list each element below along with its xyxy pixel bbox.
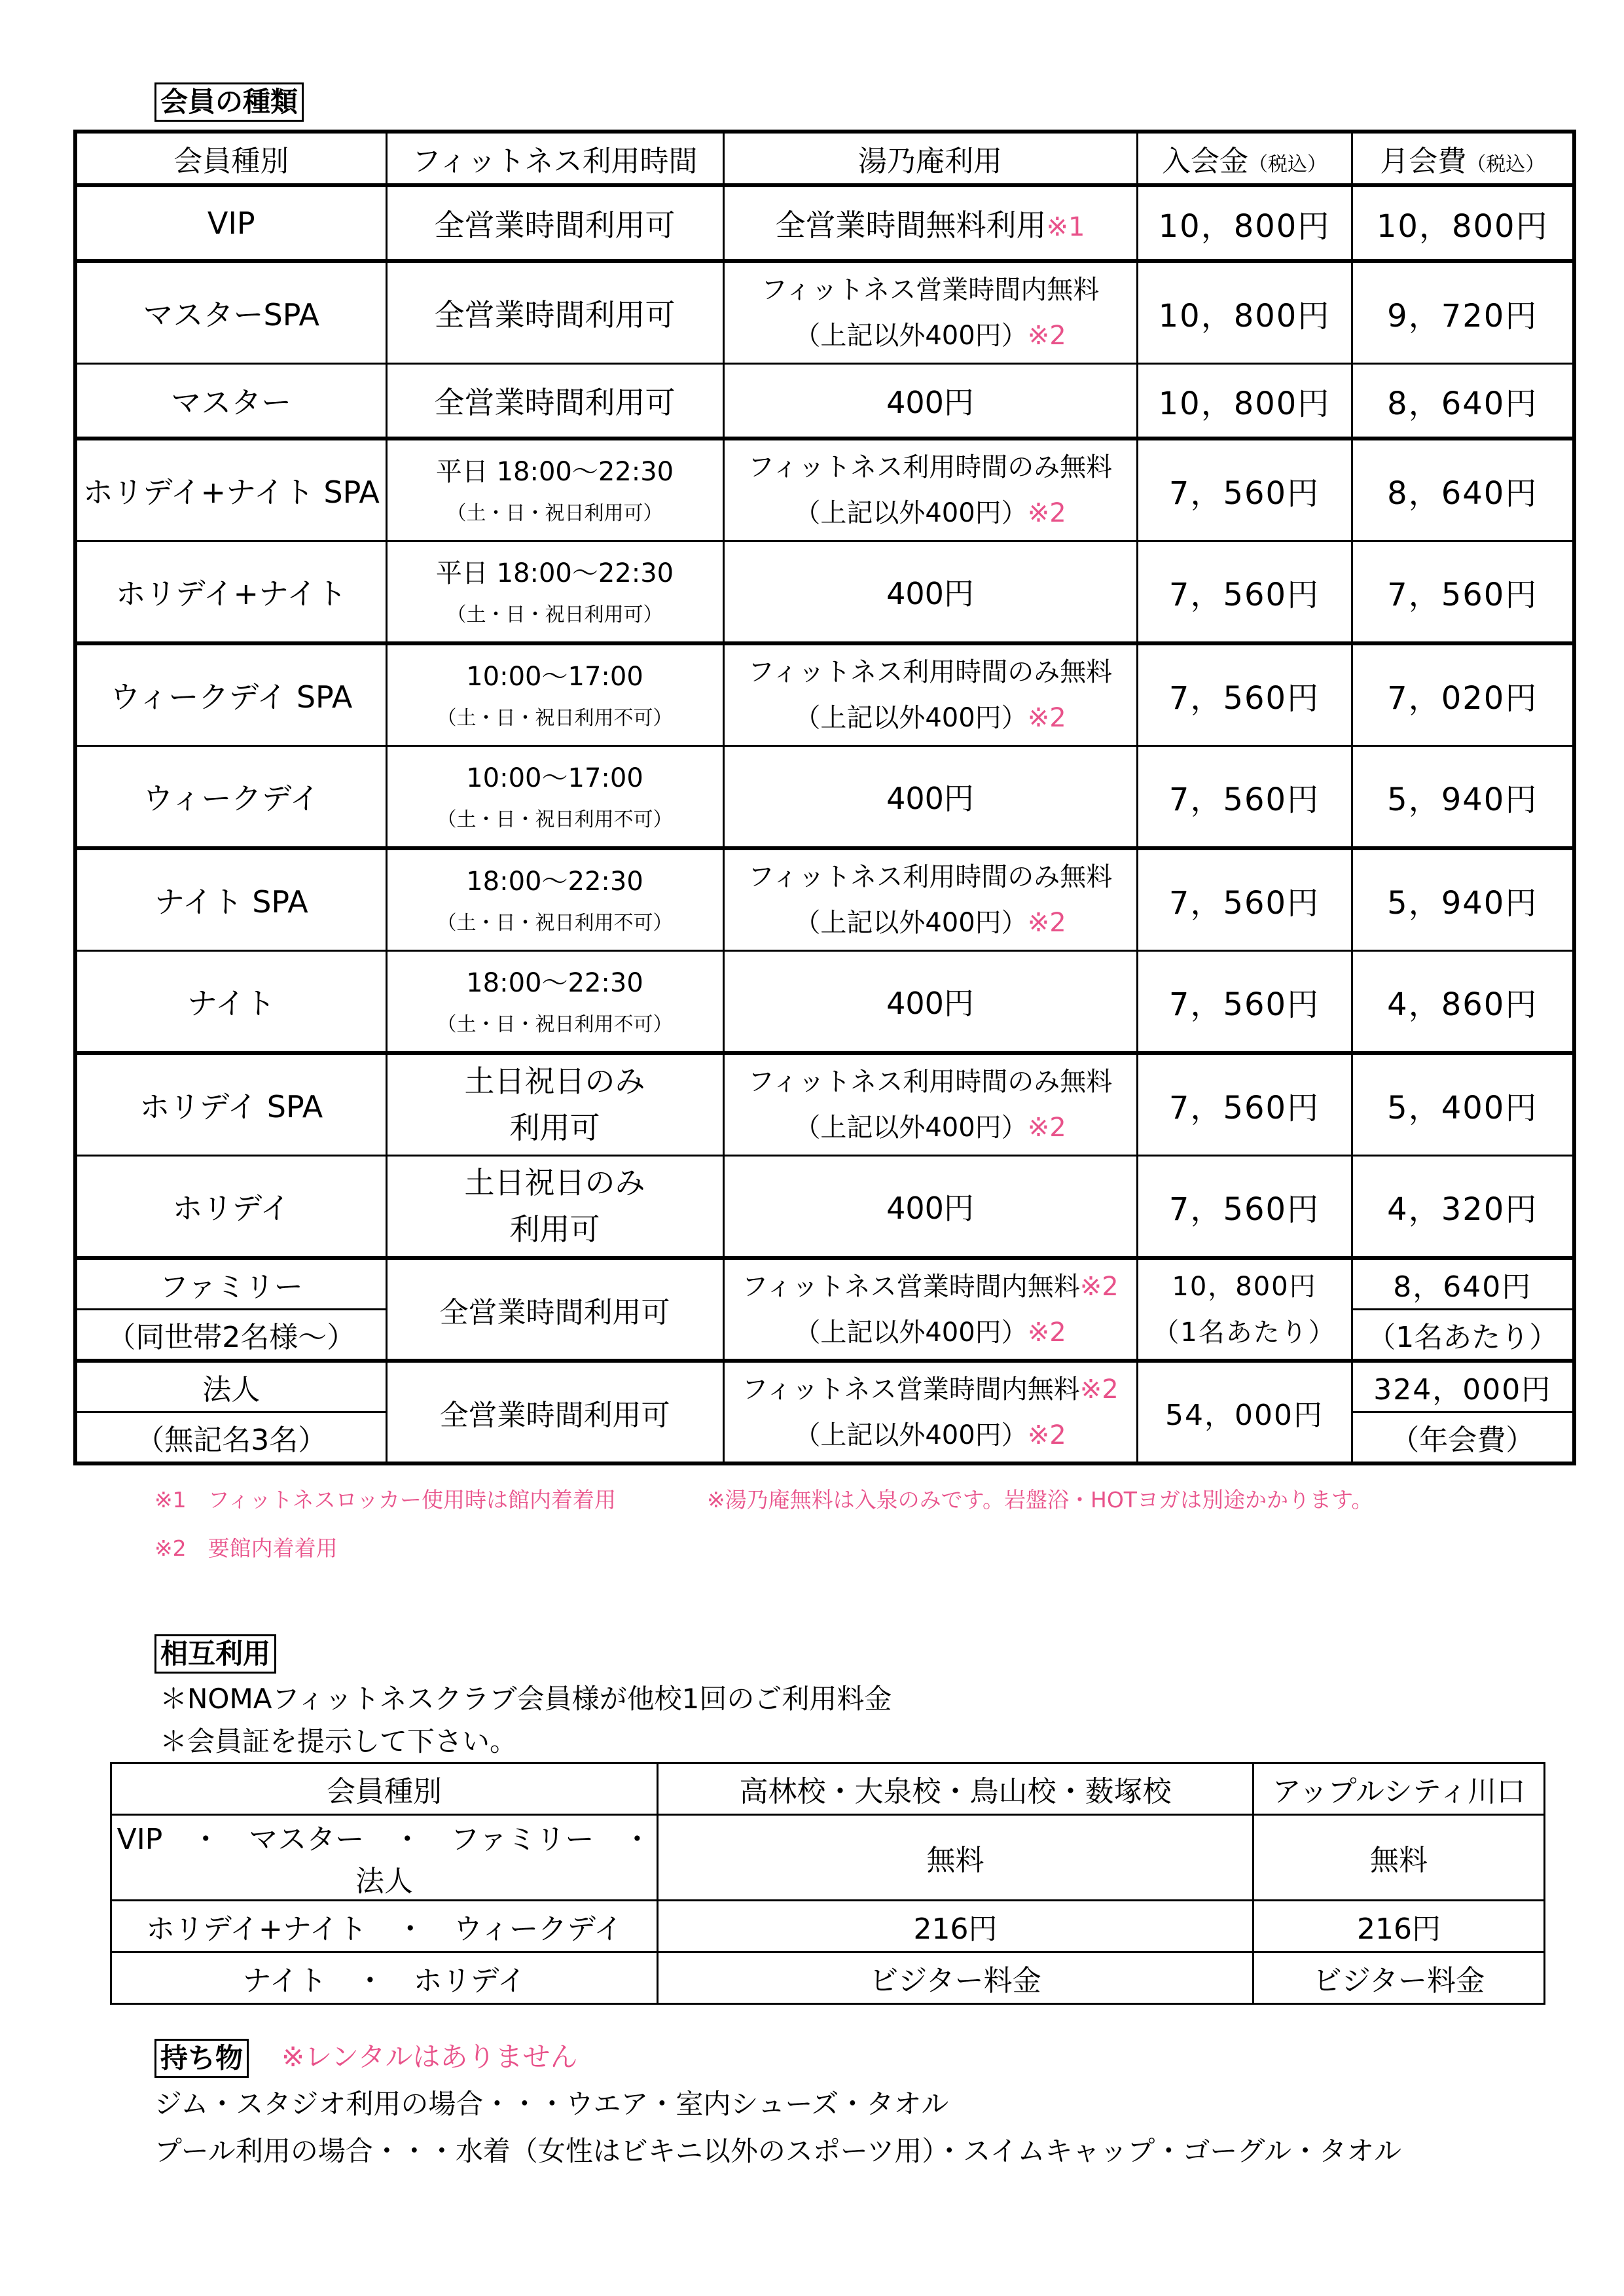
cell-spa-use (723, 541, 1137, 644)
cell-member-sub: （無記名3名） (75, 1412, 386, 1464)
spa-sub (725, 695, 1136, 741)
table-row (75, 261, 1574, 364)
table-row (75, 185, 1574, 261)
note-mark: ※2 (1079, 1271, 1119, 1302)
cell-monthly-sub: （年会費） (1352, 1412, 1574, 1464)
cell-entry-fee: 7，560円 (1137, 643, 1352, 746)
membership-table (73, 130, 1576, 1465)
header-monthly-fee: 月会費（税込） (1352, 132, 1574, 185)
time-sub: （土・日・祝日利用不可） (437, 706, 673, 730)
time-sub: （土・日・祝日利用不可） (437, 1013, 673, 1036)
spa-sub (725, 490, 1136, 536)
footnote-spa: ※湯乃庵無料は入泉のみです。岩盤浴・HOTヨガは別途かかります。 (707, 1487, 1373, 1513)
table-row (75, 364, 1574, 439)
time-sub: 利用可 (509, 1110, 600, 1145)
header-apple-city: アップルシティ川口 (1254, 1763, 1545, 1815)
cell-member-name: マスター (75, 364, 386, 439)
cell-entry-fee: 10，800円 (1137, 185, 1352, 261)
spa-sub-text: （上記以外400円） (794, 1317, 1028, 1348)
time-main: 10:00～17:00 (466, 762, 643, 793)
cell-member-name: 法人 (75, 1361, 386, 1412)
spa-main (725, 267, 1136, 313)
spa-main-text: フィットネス利用時間のみ無料 (748, 862, 1113, 892)
cell-entry-fee: 7，560円 (1137, 541, 1352, 644)
cell-spa-use (723, 951, 1137, 1054)
cell-monthly-fee: 8，640円 (1352, 364, 1574, 439)
cell-spa-use (723, 439, 1137, 541)
belongings-gym: ジム・スタジオ利用の場合・・・ウエア・室内シューズ・タオル (154, 2088, 949, 2120)
spa-main-text: フィットネス営業時間内無料 (742, 1271, 1080, 1302)
cell-entry-fee: 54，000円 (1137, 1361, 1352, 1463)
cell-member-type: ホリデイ+ナイト ・ ウィークデイ (111, 1901, 658, 1952)
cell-entry-fee: 7，560円 (1137, 746, 1352, 849)
cell-spa-use (723, 185, 1137, 261)
cell-spa-use (723, 1053, 1137, 1156)
time-sub: （土・日・祝日利用不可） (437, 808, 673, 831)
spa-sub-text: （上記以外400円） (794, 908, 1028, 938)
spa-text: 400円 (886, 781, 974, 816)
note-mark: ※2 (1079, 1374, 1119, 1405)
cell-schools-fee: ビジター料金 (658, 1952, 1254, 2004)
note-mark: ※2 (1027, 498, 1066, 528)
spa-text: 400円 (886, 986, 974, 1021)
spa-sub (725, 1412, 1136, 1458)
table-row (75, 951, 1574, 1054)
time-sub: （土・日・祝日利用可） (446, 603, 663, 626)
spa-text: 400円 (886, 576, 974, 611)
cell-member-name: マスターSPA (75, 261, 386, 364)
cell-spa-use (723, 261, 1137, 364)
cell-fitness-time (386, 643, 723, 746)
cell-fitness-time (386, 541, 723, 644)
spa-text: 全営業時間無料利用 (775, 207, 1047, 243)
cell-member-name: ホリデイ+ナイト SPA (75, 439, 386, 541)
cell-fitness-time (386, 848, 723, 951)
cell-monthly-fee: 5，400円 (1352, 1053, 1574, 1156)
spa-main-text: フィットネス利用時間のみ無料 (748, 657, 1113, 687)
cell-fitness-time (386, 1156, 723, 1259)
section-title-membership: 会員の種類 (154, 82, 304, 122)
spa-sub-text: （上記以外400円） (794, 703, 1028, 733)
table-row (75, 1361, 1574, 1412)
spa-main (725, 1264, 1136, 1310)
note-mark: ※2 (1027, 1420, 1066, 1450)
cell-monthly-fee: 8，640円 (1352, 439, 1574, 541)
time-main: 平日 18:00～22:30 (435, 558, 674, 588)
table-header-row (75, 132, 1574, 185)
cell-monthly-sub: （1名あたり） (1352, 1310, 1574, 1361)
cell-fitness-time: 全営業時間利用可 (386, 1258, 723, 1361)
spa-sub (725, 1310, 1136, 1355)
table-row (75, 1258, 1574, 1310)
fee-main: 10，800円 (1172, 1271, 1317, 1302)
cell-monthly-fee: 7，020円 (1352, 643, 1574, 746)
time-main: 18:00～22:30 (466, 866, 643, 897)
note-mark: ※2 (1027, 908, 1066, 938)
spa-sub (725, 1105, 1136, 1151)
spa-sub (725, 900, 1136, 946)
spa-text: 400円 (886, 1191, 974, 1226)
cell-spa-use (723, 1156, 1137, 1259)
cell-apple-city-fee: 無料 (1254, 1815, 1545, 1901)
cell-monthly-fee: 5，940円 (1352, 848, 1574, 951)
table-header-row (111, 1763, 1545, 1815)
time-main: 10:00～17:00 (466, 661, 643, 692)
table-row (111, 1952, 1545, 2004)
cell-entry-fee (1137, 1258, 1352, 1361)
cell-fitness-time (386, 1053, 723, 1156)
spa-main-text: フィットネス営業時間内無料 (761, 275, 1100, 305)
header-member-type: 会員種別 (75, 132, 386, 185)
cell-entry-fee: 7，560円 (1137, 848, 1352, 951)
table-row (75, 1053, 1574, 1156)
time-main: 土日祝日のみ (464, 1164, 645, 1200)
mutual-note-2: ＊会員証を提示して下さい。 (160, 1725, 518, 1757)
spa-main-text: フィットネス利用時間のみ無料 (748, 1067, 1113, 1097)
cell-apple-city-fee: ビジター料金 (1254, 1952, 1545, 2004)
note-mark: ※2 (1027, 703, 1066, 733)
cell-fitness-time: 全営業時間利用可 (386, 261, 723, 364)
cell-spa-use (723, 848, 1137, 951)
note-mark: ※2 (1027, 1113, 1066, 1143)
rental-note: ※レンタルはありません (281, 2041, 578, 2073)
table-row (75, 439, 1574, 541)
spa-main (725, 649, 1136, 695)
cell-member-name: ホリデイ+ナイト (75, 541, 386, 644)
cell-fitness-time: 全営業時間利用可 (386, 1361, 723, 1463)
cell-monthly-fee: 10，800円 (1352, 185, 1574, 261)
section-title-belongings: 持ち物 (154, 2039, 249, 2078)
cell-monthly-fee: 8，640円 (1352, 1258, 1574, 1310)
cell-fitness-time: 全営業時間利用可 (386, 185, 723, 261)
header-schools: 高林校・大泉校・鳥山校・薮塚校 (658, 1763, 1254, 1815)
cell-monthly-fee: 9，720円 (1352, 261, 1574, 364)
note-mark: ※2 (1027, 1317, 1066, 1348)
mutual-use-table (110, 1762, 1545, 2005)
cell-entry-fee: 7，560円 (1137, 1156, 1352, 1259)
cell-entry-fee: 7，560円 (1137, 951, 1352, 1054)
cell-monthly-fee: 4，320円 (1352, 1156, 1574, 1259)
cell-monthly-fee: 7，560円 (1352, 541, 1574, 644)
cell-entry-fee: 10，800円 (1137, 261, 1352, 364)
cell-fitness-time (386, 746, 723, 849)
cell-member-name: ウィークデイ (75, 746, 386, 849)
cell-apple-city-fee: 216円 (1254, 1901, 1545, 1952)
time-sub: 利用可 (509, 1211, 600, 1247)
fee-sub: （1名あたり） (1153, 1317, 1336, 1348)
cell-spa-use (723, 364, 1137, 439)
spa-sub-text: （上記以外400円） (794, 321, 1028, 351)
cell-schools-fee: 無料 (658, 1815, 1254, 1901)
spa-sub-text: （上記以外400円） (794, 498, 1028, 528)
cell-fitness-time: 全営業時間利用可 (386, 364, 723, 439)
time-main: 土日祝日のみ (464, 1063, 645, 1099)
table-row (111, 1901, 1545, 1952)
cell-member-sub: （同世帯2名様～） (75, 1310, 386, 1361)
table-row (111, 1815, 1545, 1901)
cell-fitness-time (386, 951, 723, 1054)
cell-spa-use (723, 1361, 1137, 1463)
section-title-mutual: 相互利用 (154, 1634, 276, 1674)
header-fitness-time: フィットネス利用時間 (386, 132, 723, 185)
time-main: 平日 18:00～22:30 (435, 456, 674, 487)
cell-schools-fee: 216円 (658, 1901, 1254, 1952)
spa-main-text: フィットネス利用時間のみ無料 (748, 452, 1113, 482)
spa-main (725, 854, 1136, 900)
header-spa-use: 湯乃庵利用 (723, 132, 1137, 185)
cell-spa-use (723, 746, 1137, 849)
cell-member-name: ホリデイ (75, 1156, 386, 1259)
cell-fitness-time (386, 439, 723, 541)
footnote-2: ※2 要館内着着用 (154, 1535, 338, 1561)
spa-main (725, 1059, 1136, 1105)
spa-sub-text: （上記以外400円） (794, 1420, 1028, 1450)
time-sub: （土・日・祝日利用可） (446, 501, 663, 525)
header-entry-fee: 入会金（税込） (1137, 132, 1352, 185)
spa-sub-text: （上記以外400円） (794, 1113, 1028, 1143)
header-member-type: 会員種別 (111, 1763, 658, 1815)
time-main: 18:00～22:30 (466, 967, 643, 998)
note-mark: ※1 (1046, 212, 1085, 242)
cell-member-name: ホリデイ SPA (75, 1053, 386, 1156)
time-sub: （土・日・祝日利用不可） (437, 911, 673, 935)
cell-spa-use (723, 1258, 1137, 1361)
cell-member-name: ウィークデイ SPA (75, 643, 386, 746)
cell-member-name: ナイト (75, 951, 386, 1054)
table-row (75, 643, 1574, 746)
cell-monthly-fee: 4，860円 (1352, 951, 1574, 1054)
cell-member-name: ナイト SPA (75, 848, 386, 951)
cell-member-type: VIP ・ マスター ・ ファミリー ・ 法人 (111, 1815, 658, 1901)
table-row (75, 746, 1574, 849)
spa-sub (725, 313, 1136, 359)
cell-member-name: VIP (75, 185, 386, 261)
cell-spa-use (723, 643, 1137, 746)
spa-text: 400円 (886, 385, 974, 420)
table-row (75, 541, 1574, 644)
belongings-pool: プール利用の場合・・・水着（女性はビキニ以外のスポーツ用）・スイムキャップ・ゴーグル・タオル (154, 2135, 1402, 2167)
cell-entry-fee: 7，560円 (1137, 1053, 1352, 1156)
footnote-1: ※1 フィットネスロッカー使用時は館内着着用 (154, 1487, 617, 1513)
mutual-note-1: ＊NOMAフィットネスクラブ会員様が他校1回のご利用料金 (160, 1683, 892, 1715)
note-mark: ※2 (1027, 321, 1066, 351)
cell-entry-fee: 7，560円 (1137, 439, 1352, 541)
cell-entry-fee: 10，800円 (1137, 364, 1352, 439)
spa-main (725, 444, 1136, 490)
table-row (75, 1156, 1574, 1259)
cell-member-type: ナイト ・ ホリデイ (111, 1952, 658, 2004)
table-row (75, 848, 1574, 951)
cell-monthly-fee: 324，000円 (1352, 1361, 1574, 1412)
spa-main (725, 1367, 1136, 1412)
cell-member-name: ファミリー (75, 1258, 386, 1310)
cell-monthly-fee: 5，940円 (1352, 746, 1574, 849)
spa-main-text: フィットネス営業時間内無料 (742, 1374, 1080, 1405)
